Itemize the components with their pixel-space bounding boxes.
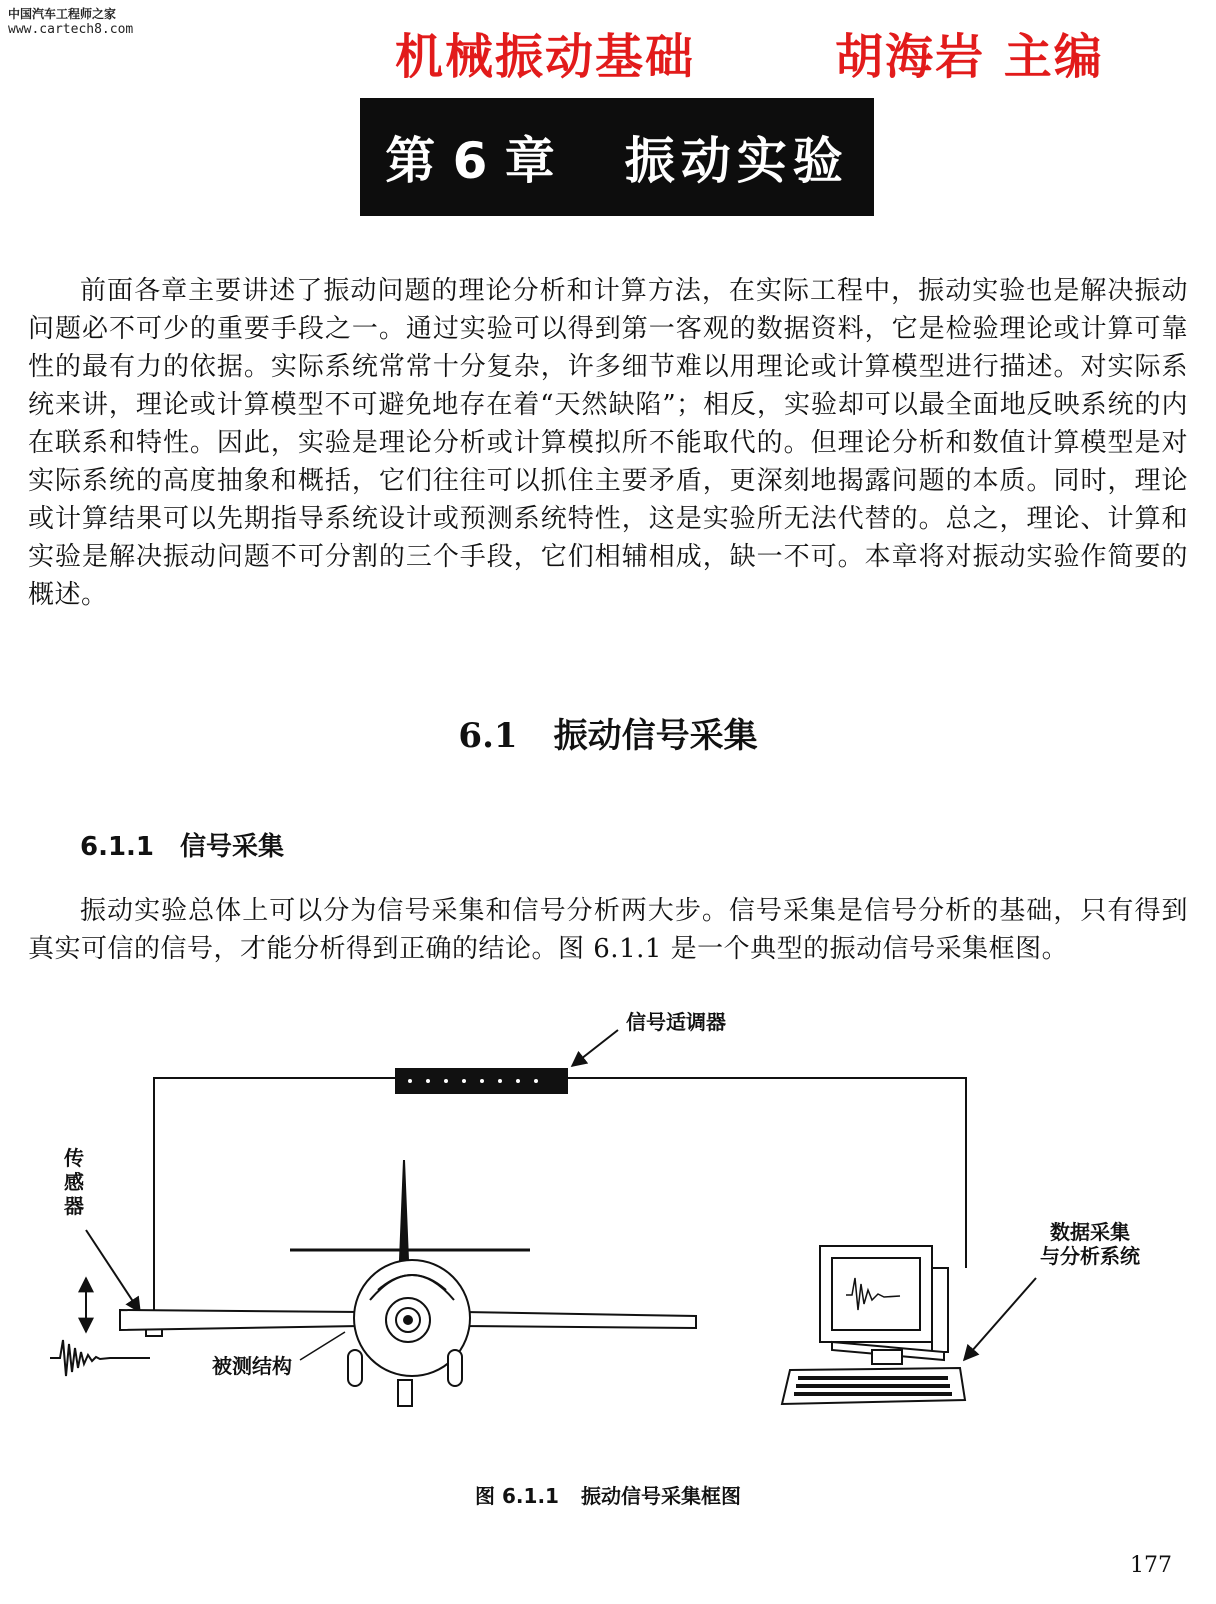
- section-heading: [0, 708, 1216, 757]
- figure-diagram: [0, 1010, 1216, 1450]
- chapter-banner: [360, 98, 874, 216]
- watermark-url: www.cartech8.com: [8, 22, 134, 37]
- sensor-label-line3: 器: [64, 1194, 84, 1218]
- caption-number: 图 6.1.1: [475, 1484, 559, 1508]
- book-title: 机械振动基础: [395, 29, 696, 85]
- watermark: [8, 6, 133, 38]
- section-number: 6.1: [458, 716, 518, 756]
- system-label-line1: 数据采集: [1050, 1220, 1130, 1244]
- keyboard-icon: [782, 1368, 965, 1404]
- signal-paragraph: 振动实验总体上可以分为信号采集和信号分析两大步。信号采集是信号分析的基础，只有得到真实可信的信号，才能分析得到正确的结论。图 6.1.1 是一个典型的振动信号采集框图。: [28, 896, 1188, 964]
- caption-text: 振动信号采集框图: [580, 1484, 741, 1508]
- cable-line-right: [568, 1078, 966, 1268]
- figure-caption: [0, 1480, 1216, 1509]
- section-title: 振动信号采集: [553, 716, 758, 756]
- cable-line: [154, 1078, 395, 1320]
- sensor-label-line2: 感: [64, 1170, 84, 1194]
- system-label: [1040, 1220, 1140, 1268]
- subsection-number: 6.1.1: [80, 832, 155, 862]
- sensor-arrow: [86, 1230, 140, 1312]
- system-label-line2: 与分析系统: [1040, 1244, 1140, 1268]
- system-arrow: [964, 1278, 1036, 1360]
- conditioner-arrow: [572, 1030, 618, 1066]
- figure-6-1-1: [0, 1010, 1216, 1450]
- conditioner-label: 信号适调器: [626, 1010, 726, 1034]
- sensor-label: [64, 1146, 84, 1218]
- computer-icon: [820, 1246, 948, 1364]
- structure-label: 被测结构: [212, 1354, 292, 1378]
- structure-leader-line: [300, 1332, 345, 1360]
- sensor-label-line1: 传: [64, 1146, 84, 1170]
- subsection-title: 信号采集: [180, 832, 285, 862]
- waveform-icon: [50, 1340, 150, 1376]
- chapter-title: 振动实验: [624, 132, 849, 190]
- chapter-number: 第 6 章: [385, 132, 555, 190]
- subsection-heading: [80, 826, 284, 863]
- book-author: 胡海岩 主编: [835, 29, 1104, 85]
- page-number: 177: [1130, 1553, 1172, 1578]
- airplane-icon: [120, 1160, 696, 1406]
- watermark-site: 中国汽车工程师之家: [8, 7, 117, 21]
- signal-conditioner-icon: [395, 1068, 568, 1094]
- intro-paragraph: 前面各章主要讲述了振动问题的理论分析和计算方法，在实际工程中，振动实验也是解决振动问题必不可少的重要手段之一。通过实验可以得到第一客观的数据资料，它是检验理论或计算可靠性的最有力的依据。实际系统常常十分复杂，许多细节难以用理论或计算模型进行描述。对实际系统来讲，理论或计算模型不可避免地存在着“天然缺陷”；相反，实验却可以最全面地反映系统的内在联系和特性。因此，实验是理论分析或计算模拟所不能取代的。但理论分析和数值计算模型是对实际系统的高度抽象和概括，它们往往可以抓住主要矛盾，更深刻地揭露问题的本质。同时，理论或计算结果可以先期指导系统设计或预测系统特性，这是实验所无法代替的。总之，理论、计算和实验是解决振动问题不可分割的三个手段，它们相辅相成，缺一不可。本章将对振动实验作简要的概述。: [28, 276, 1188, 610]
